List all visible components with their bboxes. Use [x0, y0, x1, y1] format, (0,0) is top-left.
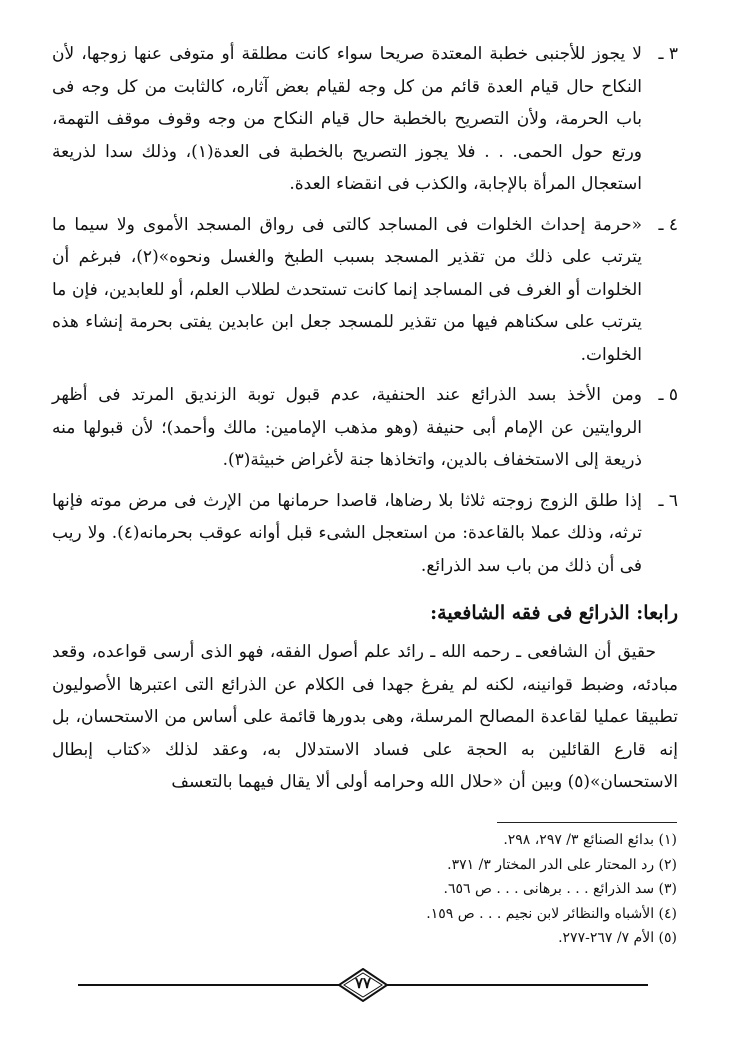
page-number-badge [338, 968, 388, 1002]
item-number: ٦ ـ [658, 490, 678, 511]
item-text: لا يجوز للأجنبى خطبة المعتدة صريحا سواء كانت مطلقة أو متوفى عنها زوجها، لأن النكاح حال قيام العدة قائم من كل وجه لقيام بعض آثاره، كالثابت من كل وجه فى باب الحرمة، ولأن التصريح بالخطبة حال قيام النكاح من وجه وقوف موقف التهمة، ورتع حول الحمى. . . فلا يجوز التصريح بالخطبة فى العدة(١)، وذلك سدا لذريعة استعجال المرأة بالإجابة، والكذب فى انقضاء العدة. [52, 44, 642, 194]
footnote-2: (٢) رد المحتار على الدر المختار ٣/ ٣٧١. [447, 856, 677, 873]
footnotes [55, 828, 677, 951]
item-text: إذا طلق الزوج زوجته ثلاثا بلا رضاها، قاصدا حرمانها من الإرث فى مرض موته فإنها ترثه، وذلك عملا بالقاعدة: من استعجل الشىء قبل أوانه عوقب بحرمانه(٤). ولا ريب فى أن ذلك من باب سد الذرائع. [52, 490, 642, 576]
footnote-1: (١) بدائع الصنائع ٣/ ٢٩٧، ٢٩٨. [503, 832, 677, 848]
footnote-divider [497, 822, 677, 823]
item-text: «حرمة إحداث الخلوات فى المساجد كالتى فى رواق المسجد الأموى ولا سيما ما يترتب على ذلك من تقذير المسجد بسبب الطبخ والغسل ونحوه»(٢)، فبرغم أن الخلوات أو الغرف فى المساجد إنما كانت تستحدث لطلاب العلم، أو للعابدين، فإن ما يترتب على سكناهم فيها من تقذير للمسجد جعل ابن عابدين يفتى بحرمة إنشاء هذه الخلوات. [52, 214, 642, 365]
section-heading: رابعا: الذرائع فى فقه الشافعية: [430, 602, 678, 624]
item-number: ٥ ـ [658, 385, 678, 405]
page-footer [78, 968, 648, 1002]
footer-rule-left [78, 984, 344, 986]
item-text: ومن الأخذ بسد الذرائع عند الحنفية، عدم قبول توبة الزنديق المرتد فى أظهر الروايتين عن الإمام أبى حنيفة (وهو مذهب الإمامين: مالك وأحمد)؛ لأن قبولها منه ذريعة إلى الاستخفاف بالدين، واتخاذها جنة لأغراض خبيثة(٣). [52, 385, 642, 470]
page-number: ٧٧ [354, 974, 372, 992]
footnote-3: (٣) سد الذرائع . . . برهانى . . . ص ٦٥٦. [443, 881, 677, 897]
list-item-6 [52, 485, 678, 583]
item-number: ٤ ـ [658, 214, 678, 235]
item-number: ٣ ـ [658, 44, 678, 64]
footer-rule-right [382, 984, 648, 986]
footnote-4: (٤) الأشباه والنظائر لابن نجيم . . . ص ١٥٩. [426, 905, 677, 922]
list-item-3 [52, 38, 678, 201]
list-item-5 [52, 379, 678, 477]
footnote-5: (٥) الأم ٧/ ٢٦٧-٢٧٧. [558, 930, 677, 946]
list-item-4 [52, 209, 678, 372]
body-paragraph: حقيق أن الشافعى ـ رحمه الله ـ رائد علم أصول الفقه، فهو الذى أرسى قواعده، وقعد مبادئه، وضبط قوانينه، لكنه لم يفرغ جهدا فى الكلام عن الذرائع التى اعتبرها الأصوليون تطبيقا عمليا لقاعدة المصالح المرسلة، وهى بدورها قائمة على أساس من الاستحسان، بل إنه قارع القائلين به الحجة على فساد الاستدلال به، وعقد لذلك «كتاب إبطال الاستحسان»(٥) وبين أن «حلال الله وحرامه أولى ألا يقال فيهما بالتعسف [52, 642, 678, 792]
page-body [52, 38, 678, 799]
